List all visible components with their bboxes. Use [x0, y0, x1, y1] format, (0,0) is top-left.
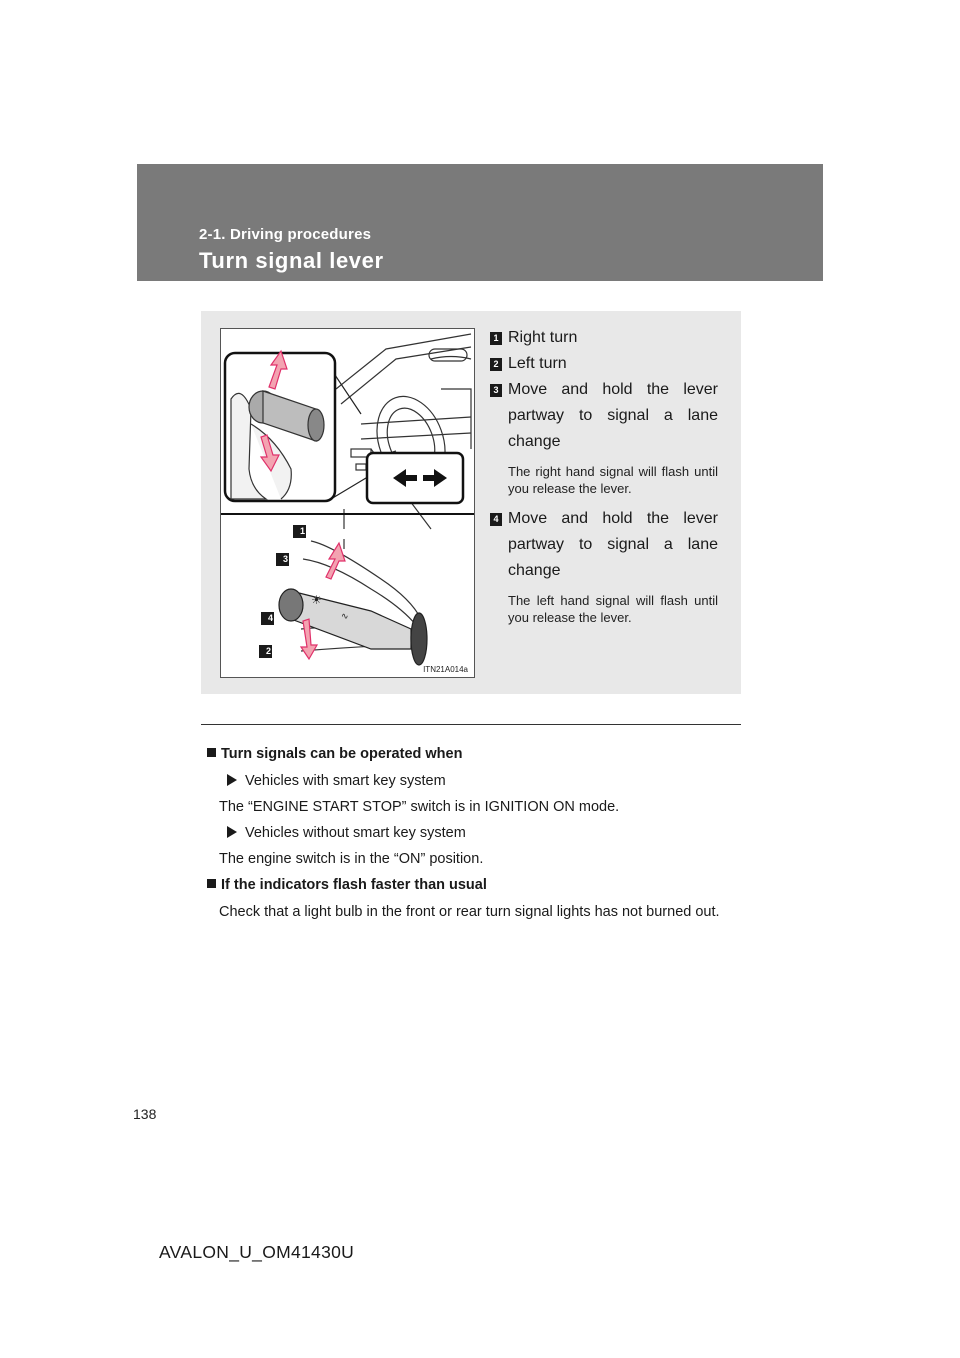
- step-number-badge: 3: [490, 384, 502, 397]
- step-item: [490, 351, 718, 377]
- step-text: Move and hold the lever partway to signal a lane change: [508, 381, 718, 450]
- step-text: Right turn: [508, 329, 578, 346]
- step-list: [490, 325, 718, 635]
- note-heading: [207, 745, 737, 763]
- notes-section: [207, 745, 737, 929]
- note-heading: [207, 876, 737, 894]
- square-bullet-icon: [207, 748, 216, 757]
- note-heading-text: Turn signals can be operated when: [221, 746, 463, 762]
- variant-label-text: Vehicles without smart key system: [245, 825, 466, 841]
- step-text: Move and hold the lever partway to signal a lane change: [508, 510, 718, 579]
- illustration-code: ITN21A014a: [423, 665, 468, 674]
- step-number-badge: 1: [490, 332, 502, 345]
- step-item: [490, 377, 718, 455]
- document-code: AVALON_U_OM41430U: [159, 1242, 355, 1262]
- callout-label-2: 2: [265, 646, 271, 656]
- variant-label-text: Vehicles with smart key system: [245, 773, 446, 789]
- note-text: Check that a light bulb in the front or rear turn signal lights has not burned out.: [219, 904, 720, 920]
- callout-label-1: 1: [299, 526, 305, 536]
- note-heading-text: If the indicators flash faster than usual: [221, 877, 487, 893]
- figure-box: [201, 311, 741, 694]
- triangle-bullet-icon: [227, 774, 237, 786]
- step-number-badge: 4: [490, 513, 502, 526]
- variant-label: [227, 824, 737, 842]
- step-item: [490, 506, 718, 584]
- turn-signal-illustration: [220, 328, 475, 678]
- square-bullet-icon: [207, 879, 216, 888]
- step-text: Left turn: [508, 355, 567, 372]
- step-number-badge: 2: [490, 358, 502, 371]
- header-band: [137, 164, 823, 281]
- section-divider: [201, 724, 741, 725]
- triangle-bullet-icon: [227, 826, 237, 838]
- step-item: [490, 325, 718, 351]
- page-title: Turn signal lever: [199, 248, 384, 273]
- step-note: The right hand signal will flash until you release the lever.: [508, 464, 718, 496]
- callout-label-4: 4: [267, 613, 273, 623]
- note-text: The engine switch is in the “ON” position.: [219, 851, 484, 867]
- svg-text:∿: ∿: [341, 612, 349, 622]
- step-note: The left hand signal will flash until you release the lever.: [508, 593, 718, 625]
- page-number: 138: [133, 1106, 157, 1122]
- illustration-drawing: [221, 329, 474, 677]
- section-label: 2-1. Driving procedures: [199, 226, 372, 243]
- svg-text:☀: ☀: [311, 593, 322, 607]
- callout-label-3: 3: [282, 554, 288, 564]
- note-text: The “ENGINE START STOP” switch is in IGNITION ON mode.: [219, 799, 620, 815]
- variant-label: [227, 772, 737, 790]
